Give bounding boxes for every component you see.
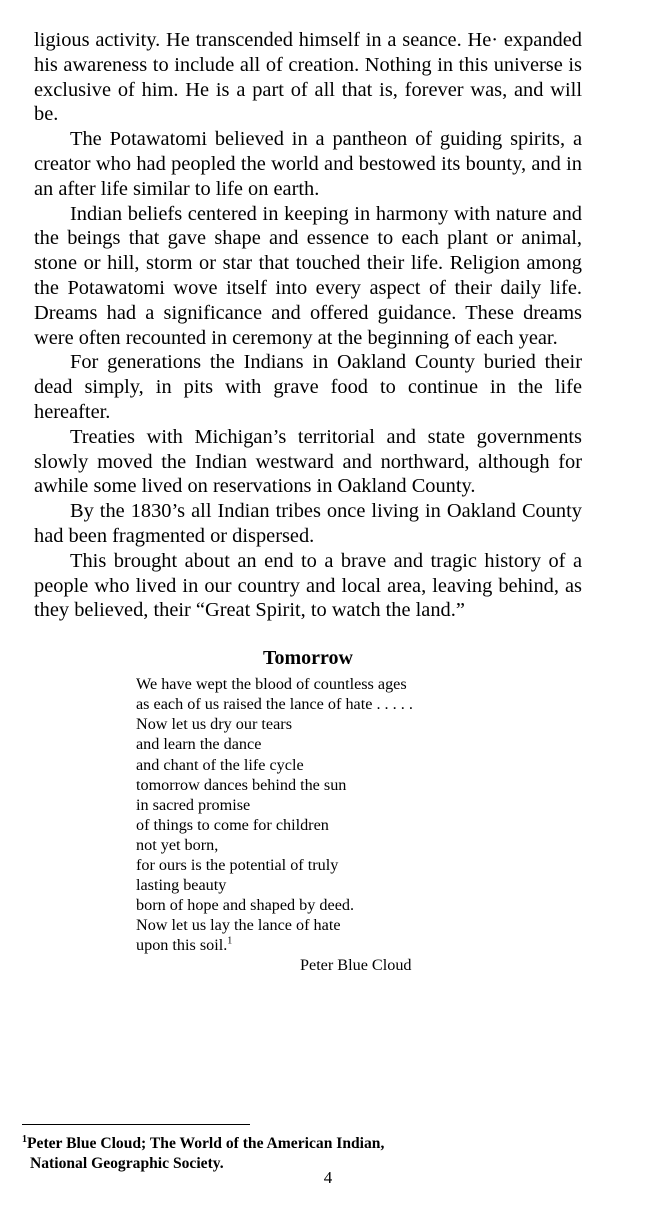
page-number: 4: [323, 1168, 333, 1187]
poem: [34, 645, 582, 975]
poem-line: and learn the dance: [136, 735, 262, 754]
poem-line: in sacred promise: [136, 795, 251, 814]
poem-line: tomorrow dances behind the sun: [136, 775, 347, 794]
footnote-text-1: Peter Blue Cloud; The World of the American Indian,: [27, 1135, 385, 1152]
prose-text: [34, 28, 582, 623]
poem-line: of things to come for children: [136, 815, 329, 834]
poem-line-last: [136, 935, 582, 955]
poem-line: Now let us dry our tears: [136, 715, 292, 734]
footnote-marker: 1: [22, 1133, 27, 1145]
paragraph-6: By the 1830’s all Indian tribes once living in Oakland County had been fragmented or dispersed.: [34, 500, 582, 547]
page-body: [34, 28, 582, 975]
paragraph-1: ligious activity. He transcended himself in a seance. He· expanded his awareness to include all of creation. Nothing in this universe is exclusive of him. He is a part of all that is, forever was, and will be.: [34, 29, 582, 126]
paragraph-5: Treaties with Michigan’s territorial and state governments slowly moved the Indian westward and northward, although for awhile some lived on reservations in Oakland County.: [34, 425, 582, 498]
poem-line: and chant of the life cycle: [136, 755, 304, 774]
footnote-line-2: National Geographic Society.: [30, 1155, 224, 1172]
footnote-line-1: [22, 1134, 384, 1154]
footnote-reference: 1: [227, 935, 233, 947]
poem-line: for ours is the potential of truly: [136, 855, 339, 874]
poem-line: as each of us raised the lance of hate . . . . .: [136, 695, 413, 714]
poem-line: lasting beauty: [136, 876, 227, 895]
poem-line: not yet born,: [136, 835, 219, 854]
footnote-divider: [22, 1124, 250, 1125]
poem-last-line-text: upon this soil.: [136, 936, 228, 955]
poem-lines: [136, 674, 582, 955]
paragraph-4: For generations the Indians in Oakland County buried their dead simply, in pits with grave food to continue in the life hereafter.: [34, 351, 582, 423]
paragraph-2: The Potawatomi believed in a pantheon of guiding spirits, a creator who had peopled the world and bestowed its bounty, and in an after life similar to life on earth.: [34, 128, 582, 200]
poem-author: Peter Blue Cloud: [300, 956, 412, 975]
poem-line: born of hope and shaped by deed.: [136, 896, 355, 915]
paragraph-7: This brought about an end to a brave and tragic history of a people who lived in our country and local area, leaving behind, as they believed, their “Great Spirit, to watch the land.”: [34, 549, 582, 622]
poem-title: Tomorrow: [263, 647, 353, 670]
paragraph-3: Indian beliefs centered in keeping in harmony with nature and the beings that gave shape and essence to each plant or animal, stone or hill, storm or star that touched their life. Religion among the Potawatomi wove itself into every aspect of their daily life. Dreams had a significance and offered guidance. These dreams were often recounted in ceremony at the beginning of each year.: [34, 202, 582, 349]
poem-line: Now let us lay the lance of hate: [136, 916, 341, 935]
poem-line: We have wept the blood of countless ages: [136, 675, 407, 694]
